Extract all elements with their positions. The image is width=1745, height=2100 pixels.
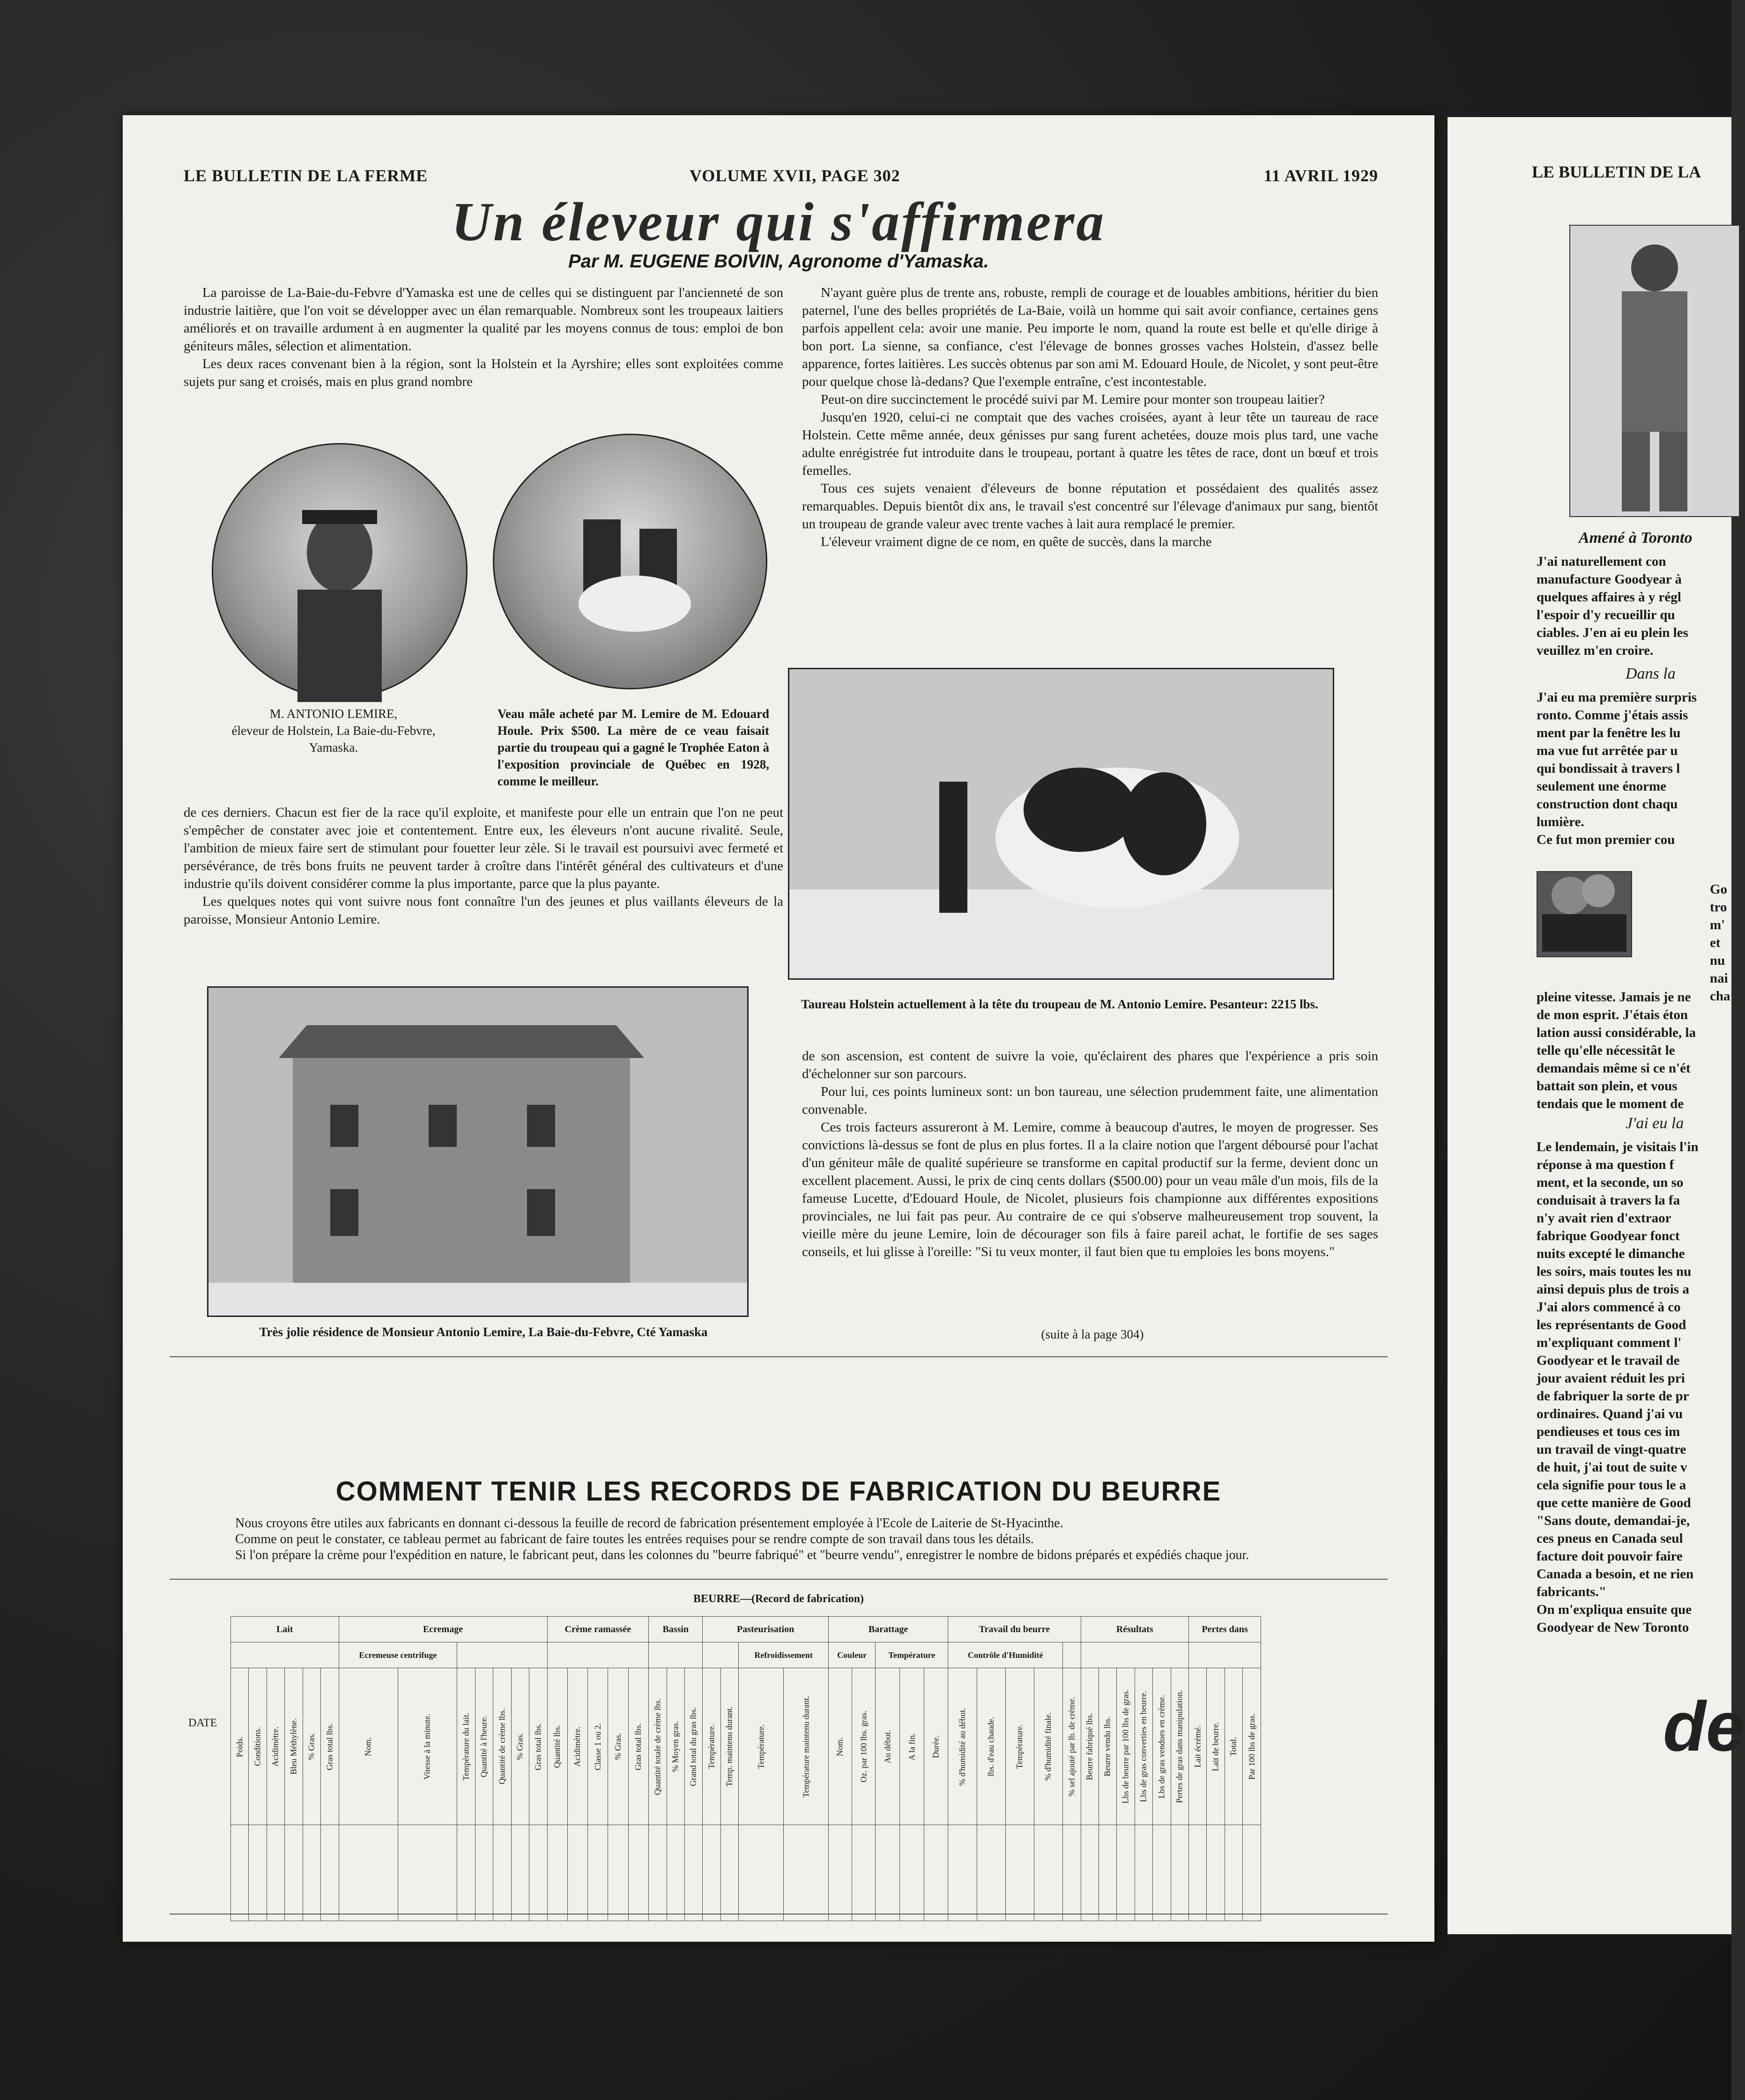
column-header: Température. bbox=[703, 1668, 720, 1825]
right-column-bottom bbox=[802, 1047, 1378, 1261]
column-header: Quantité totale de crème lbs. bbox=[649, 1668, 667, 1825]
issue-date: 11 AVRIL 1929 bbox=[1263, 166, 1378, 185]
table-cell bbox=[547, 1825, 567, 1921]
column-header: Grand total du gras lbs. bbox=[684, 1668, 702, 1825]
subheading-jai-eu: J'ai eu la bbox=[1626, 1115, 1684, 1132]
subgroup-header: Contrôle d'Humidité bbox=[948, 1642, 1063, 1668]
column-header: Oz. par 100 lbs. gras. bbox=[852, 1668, 876, 1825]
paragraph: N'ayant guère plus de trente ans, robuste, rempli de courage et de louables ambitions, héritier du bien paternel, l'une des belles propriétés de La-Baie, voilà un homme qui sait avoir confiance, certaines gens parfois appellent cela: avoir une manie. Peu importe le nom, quand la route est belle et qu'elle dirige à bon port. La sienne, sa confiance, c'est l'élevage de bonnes grosses vaches Holstein, d'assez belle apparence, fortes laitières. Les succès obtenus par son ami M. Edouard Houle, de Nicolet, y sont peut-être pour quelque chose là-dedans? Que l'exemple entraîne, c'est incontestable. bbox=[802, 285, 1378, 389]
table-cell bbox=[511, 1825, 529, 1921]
table-cell bbox=[852, 1825, 876, 1921]
table-cell bbox=[924, 1825, 948, 1921]
group-header: Résultats bbox=[1081, 1617, 1189, 1642]
column-header: Vitesse à la minute. bbox=[398, 1668, 457, 1825]
butter-record-table bbox=[230, 1616, 1261, 1921]
column-header: Quantité lbs. bbox=[547, 1668, 567, 1825]
article-title: Un éleveur qui s'affirmera bbox=[451, 191, 1106, 252]
column-header: Nom. bbox=[339, 1668, 398, 1825]
column-header: % d'humidité finale. bbox=[1034, 1668, 1062, 1825]
column-header-row bbox=[231, 1668, 1261, 1825]
table-cell bbox=[1005, 1825, 1034, 1921]
table-cell bbox=[249, 1825, 267, 1921]
column-header: Gras total lbs. bbox=[529, 1668, 547, 1825]
table-cell bbox=[720, 1825, 738, 1921]
column-header: % d'humidité au début. bbox=[948, 1668, 977, 1825]
factory-figure-icon bbox=[1537, 872, 1631, 956]
subgroup-header: Ecremeuse centrifuge bbox=[339, 1642, 457, 1668]
column-header: Lbs de gras converties en beurre. bbox=[1135, 1668, 1152, 1825]
column-header: Température maintenu durant. bbox=[784, 1668, 829, 1825]
table-cell bbox=[285, 1825, 303, 1921]
bull-figure-icon bbox=[789, 669, 1333, 978]
table-cell bbox=[739, 1825, 784, 1921]
right-column-top bbox=[802, 284, 1378, 551]
column-header: Poids. bbox=[231, 1668, 249, 1825]
table-cell bbox=[628, 1825, 648, 1921]
group-header: Travail du beurre bbox=[948, 1617, 1081, 1642]
bull-caption: Taureau Holstein actuellement à la tête du troupeau de M. Antonio Lemire. Pesanteur: 2215 lbs. bbox=[801, 997, 1318, 1011]
group-header: Bassin bbox=[649, 1617, 703, 1642]
column-header: Au début. bbox=[876, 1668, 900, 1825]
column-header: Par 100 lbs de gras. bbox=[1243, 1668, 1261, 1825]
column-header: % Moyen gras. bbox=[667, 1668, 684, 1825]
divider bbox=[170, 1914, 1388, 1915]
calf-caption: Veau mâle acheté par M. Lemire de M. Edouard Houle. Prix $500. La mère de ce veau faisait partie du troupeau qui a gagné le Trophée Eaton à l'exposition provinciale de Québec en 1928, comme le meilleur. bbox=[498, 707, 769, 788]
butter-intro: Nous croyons être utiles aux fabricants en donnant ci-dessous la feuille de record de fabrication présentement employée à l'Ecole de Laiterie de St-Hyacinthe. Comme on peut le constater, ce tableau permet au fabricant de faire toutes les entrées requises pour se rendre compte de son travail dans tous les détails. Si l'on prépare la crème pour l'expédition en nature, le fabricant peut, dans les colonnes du "beurre fabriqué" et "beurre vendu", enregistrer le nombre de bidons préparés et expédiés chaque jour. bbox=[235, 1516, 1249, 1562]
house-caption: Très jolie résidence de Monsieur Antonio Lemire, La Baie-du-Febvre, Cté Yamaska bbox=[259, 1325, 708, 1339]
table-cell bbox=[1063, 1825, 1081, 1921]
divider bbox=[170, 1579, 1388, 1580]
table-cell bbox=[1117, 1825, 1135, 1921]
table-cell bbox=[1207, 1825, 1225, 1921]
adjacent-text-3: pleine vitesse. Jamais je ne de mon esprit. J'étais éton lation aussi considérable, la telle qu'elle nécessitât le demandais même si ce n'ét battait son plein, et vous tendais que le moment de bbox=[1537, 990, 1696, 1111]
table-cell bbox=[339, 1825, 398, 1921]
portrait-figure-icon bbox=[213, 444, 466, 697]
big-headline-fragment: de bbox=[1663, 1687, 1745, 1766]
table-cell bbox=[948, 1825, 977, 1921]
table-cell bbox=[303, 1825, 320, 1921]
column-header: Température du lait. bbox=[457, 1668, 475, 1825]
table-cell bbox=[649, 1825, 667, 1921]
man-illustration bbox=[1569, 225, 1740, 517]
table-cell bbox=[1243, 1825, 1261, 1921]
subgroup-header-row bbox=[231, 1642, 1261, 1668]
table-cell bbox=[493, 1825, 511, 1921]
table-cell bbox=[828, 1825, 852, 1921]
paragraph: Les deux races convenant bien à la région, sont la Holstein et la Ayrshire; elles sont exploitées comme sujets pur sang et croisés, mais en plus grand nombre bbox=[184, 356, 783, 389]
column-header: % Gras. bbox=[608, 1668, 628, 1825]
volume-page: VOLUME XVII, PAGE 302 bbox=[690, 166, 900, 185]
column-header: A la fin. bbox=[900, 1668, 924, 1825]
subgroup-header: Couleur bbox=[828, 1642, 875, 1668]
table-cell bbox=[703, 1825, 720, 1921]
table-cell bbox=[475, 1825, 493, 1921]
table-cell bbox=[667, 1825, 684, 1921]
subheading-toronto: Amené à Toronto bbox=[1579, 529, 1693, 547]
house-figure-icon bbox=[208, 988, 747, 1316]
table-cell bbox=[588, 1825, 608, 1921]
table-cell bbox=[529, 1825, 547, 1921]
paragraph: Peut-on dire succinctement le procédé suivi par M. Lemire pour monter son troupeau laitier? bbox=[821, 392, 1325, 407]
calf-photo bbox=[493, 434, 767, 689]
column-header: Acidimètre. bbox=[567, 1668, 587, 1825]
table-cell bbox=[1153, 1825, 1171, 1921]
column-header: Temp. maintenu durant. bbox=[720, 1668, 738, 1825]
table-cell bbox=[1189, 1825, 1207, 1921]
table-cell bbox=[231, 1825, 249, 1921]
table-cell bbox=[1225, 1825, 1242, 1921]
butter-section-title: COMMENT TENIR LES RECORDS DE FABRICATION DU BEURRE bbox=[335, 1476, 1222, 1507]
paragraph: Tous ces sujets venaient d'éleveurs de bonne réputation et possédaient des qualités assez remarquables. Depuis bientôt dix ans, le travail s'est concentré sur l'élevage d'animaux pur sang, bientôt un troupeau de grande valeur avec trente vaches à lait aura remplacé le premier. bbox=[802, 481, 1378, 532]
column-header: Quantité à l'heure. bbox=[475, 1668, 493, 1825]
newspaper-page bbox=[123, 115, 1434, 1942]
table-cell bbox=[457, 1825, 475, 1921]
calf-figure-icon bbox=[494, 435, 766, 688]
house-photo bbox=[207, 986, 749, 1317]
table-title: BEURRE—(Record de fabrication) bbox=[693, 1593, 864, 1605]
table-cell bbox=[567, 1825, 587, 1921]
adjacent-text-2: J'ai eu ma première surpris ronto. Comme j'étais assis ment par la fenêtre les lu ma vue fut arrêtée par u qui bondissait à travers l seulement une énorme construction dont chaqu lumière. Ce fut mon premier cou bbox=[1537, 690, 1697, 847]
column-header: Bleu Méthylène. bbox=[285, 1668, 303, 1825]
column-header: Conditions. bbox=[249, 1668, 267, 1825]
group-header: Crème ramassée bbox=[547, 1617, 649, 1642]
paragraph: Jusqu'en 1920, celui-ci ne comptait que des vaches croisées, ayant à leur tête un taureau de race Holstein. Cette même année, deux génisses pur sang furent achetées, douze mois plus tard, une vache adulte enrégistrée fut introduite dans le troupeau, portant à quatre les têtes de race, dont un bœuf et trois femelles. bbox=[802, 410, 1378, 478]
subheading-dans-la: Dans la bbox=[1626, 665, 1676, 682]
man-figure-icon bbox=[1570, 226, 1739, 516]
column-header: Beurre fabriqué lbs. bbox=[1081, 1668, 1099, 1825]
column-header: Lbs de beurre par 100 lbs de gras. bbox=[1117, 1668, 1135, 1825]
column-header: Température. bbox=[1005, 1668, 1034, 1825]
table-cell bbox=[684, 1825, 702, 1921]
page-header bbox=[184, 166, 1378, 189]
paragraph: La paroisse de La-Baie-du-Febvre d'Yamaska est une de celles qui se distinguent par l'ancienneté de son industrie laitière, que l'on voit se développer avec un élan remarquable. Nombreux sont les troupeaux laitiers améliorés et on travaille ardument à en augmenter la qualité par les moyens connus de tous: emploi de bon géniteurs mâles, sélection et alimentation. bbox=[184, 285, 783, 354]
adjacent-text-1: J'ai naturellement con manufacture Goodyear à quelques affaires à y régl l'espoir d'y recueillir qu ciables. J'en ai eu plein les veuillez m'en croire. bbox=[1537, 554, 1688, 658]
left-column-bottom bbox=[184, 804, 783, 928]
column-header: % sel ajouté par lb. de crème. bbox=[1063, 1668, 1081, 1825]
column-header: Durée. bbox=[924, 1668, 948, 1825]
date-label: DATE bbox=[188, 1717, 217, 1729]
group-header: Pasteurisation bbox=[703, 1617, 828, 1642]
adjacent-text-4: Le lendemain, je visitais l'in réponse à ma question f ment, et la seconde, un so conduisait à travers la fa n'y avait rien d'extraor fabrique Goodyear fonct nuits excepté le dimanche les soirs, mais toutes les nu ainsi depuis plus de trois a J'ai alors commencé à co les représentants de Good m'expliquant comment l' Goodyear et le travail de jour avaient réduit les pri de fabriquer la sorte de pr ordinaires. Quand j'ai vu pendieuses et tous ces im un travail de vingt-quatre de huit, j'ai tout de suite v cela signifie pour tous le a que cette manière de Good "Sans doute, demandai-je, ces pneus en Canada seul facture doit pouvoir faire Canada a besoin, et ne rien fabricants." On m'expliqua ensuite que Goodyear de New Toronto bbox=[1537, 1139, 1699, 1635]
table-cell bbox=[1135, 1825, 1152, 1921]
article-byline: Par M. EUGENE BOIVIN, Agronome d'Yamaska. bbox=[568, 251, 989, 272]
table-cell bbox=[876, 1825, 900, 1921]
adjacent-text-2b: Go tro m' et nu nai cha bbox=[1710, 882, 1730, 1004]
column-header: Gras total lbs. bbox=[628, 1668, 648, 1825]
left-column-top bbox=[184, 284, 783, 391]
column-header: Lait écrémé. bbox=[1189, 1668, 1207, 1825]
table-cell bbox=[977, 1825, 1005, 1921]
table-cell bbox=[267, 1825, 284, 1921]
table-cell bbox=[321, 1825, 339, 1921]
column-header: lbs. d'eau chaude. bbox=[977, 1668, 1005, 1825]
table-cell bbox=[1081, 1825, 1099, 1921]
subgroup-header: Refroidissement bbox=[739, 1642, 829, 1668]
group-header: Lait bbox=[231, 1617, 339, 1642]
continued-note: (suite à la page 304) bbox=[1041, 1327, 1144, 1341]
table-cell bbox=[398, 1825, 457, 1921]
group-header: Barattage bbox=[828, 1617, 948, 1642]
column-header: Nom. bbox=[828, 1668, 852, 1825]
table-cell bbox=[784, 1825, 829, 1921]
table-cell bbox=[900, 1825, 924, 1921]
group-header-row bbox=[231, 1617, 1261, 1642]
column-header: Beurre vendu lbs. bbox=[1099, 1668, 1116, 1825]
column-header: % Gras. bbox=[303, 1668, 320, 1825]
column-header: Classe 1 ou 2. bbox=[588, 1668, 608, 1825]
bull-photo bbox=[788, 668, 1334, 980]
butter-record-table-wrap bbox=[170, 1593, 1388, 1907]
table-row bbox=[231, 1825, 1261, 1921]
table-cell bbox=[608, 1825, 628, 1921]
column-header: Total. bbox=[1225, 1668, 1242, 1825]
column-header: Pertes de gras dans manipulation. bbox=[1171, 1668, 1188, 1825]
column-header: % Gras. bbox=[511, 1668, 529, 1825]
portrait-caption: M. ANTONIO LEMIRE, éleveur de Holstein, La Baie-du-Febvre, Yamaska. bbox=[231, 707, 436, 754]
group-header: Ecremage bbox=[339, 1617, 547, 1642]
adjacent-page bbox=[1448, 117, 1745, 1934]
column-header: Gras total lbs. bbox=[321, 1668, 339, 1825]
paragraph: Ces trois facteurs assureront à M. Lemire, comme à beaucoup d'autres, le moyen de progresser. Ses convictions là-dessus se font de plus en plus fortes. Il a la claire notion que l'argent déboursé pour l'achat d'un géniteur mâle de qualité supérieure se transforme en capital productif sur la ferme, devient donc un excellent placement. Aussi, le prix de cinq cents dollars ($500.00) pour un veau mâle d'un mois, fils de la fameuse Lucette, d'Edouard Houle, de Nicolet, plusieurs fois championne aux différentes expositions provinciales, ne lui fait pas peur. Au contraire de ce qui s'observe malheureusement trop souvent, la vieille mère du jeune Lemire, loin de décourager son fils à faire pareil achat, le fortifie de ses sages conseils, et lui glisse à l'oreille: "Si tu veux monter, il faut bien que tu emploies les bons moyens." bbox=[802, 1120, 1378, 1259]
paragraph: Pour lui, ces points lumineux sont: un bon taureau, une sélection prudemment faite, une alimentation convenable. bbox=[802, 1084, 1378, 1117]
divider bbox=[170, 1356, 1388, 1357]
group-header: Pertes dans bbox=[1189, 1617, 1261, 1642]
column-header: Acidimètre. bbox=[267, 1668, 284, 1825]
paragraph: de son ascension, est content de suivre la voie, qu'éclairent des phares que l'expérience a pris soin d'échelonner sur son parcours. bbox=[802, 1049, 1378, 1081]
column-header: Température. bbox=[739, 1668, 784, 1825]
factory-illustration bbox=[1537, 871, 1632, 957]
paragraph: Les quelques notes qui vont suivre nous font connaître l'un des jeunes et plus vaillants éleveurs de la paroisse, Monsieur Antonio Lemire. bbox=[184, 894, 783, 927]
paragraph: L'éleveur vraiment digne de ce nom, en quête de succès, dans la marche bbox=[821, 534, 1212, 549]
column-header: Lait de beurre. bbox=[1207, 1668, 1225, 1825]
table-cell bbox=[1099, 1825, 1116, 1921]
portrait-photo bbox=[212, 443, 468, 699]
paragraph: de ces derniers. Chacun est fier de la race qu'il exploite, et manifeste pour elle un entrain que l'on ne peut s'empêcher de constater avec joie et contentement. Entre eux, les éleveurs n'ont aucune rivalité. Seule, l'ambition de mieux faire sert de stimulant pour fouetter leur zèle. Si le travail est poursuivi avec fermeté et persévérance, de très bons fruits ne peuvent tarder à croître dans l'intérêt général des cultivateurs et d'une industrie qu'ils doivent considérer comme la plus importante, parce que la plus payante. bbox=[184, 805, 783, 891]
publication-name: LE BULLETIN DE LA FERME bbox=[184, 166, 428, 185]
adjacent-page-header: LE BULLETIN DE LA bbox=[1532, 163, 1701, 181]
subgroup-header: Température bbox=[876, 1642, 948, 1668]
table-cell bbox=[1034, 1825, 1062, 1921]
table-cell bbox=[1171, 1825, 1188, 1921]
column-header: Quantité de crème lbs. bbox=[493, 1668, 511, 1825]
column-header: Lbs de gras vendues en crème. bbox=[1153, 1668, 1171, 1825]
